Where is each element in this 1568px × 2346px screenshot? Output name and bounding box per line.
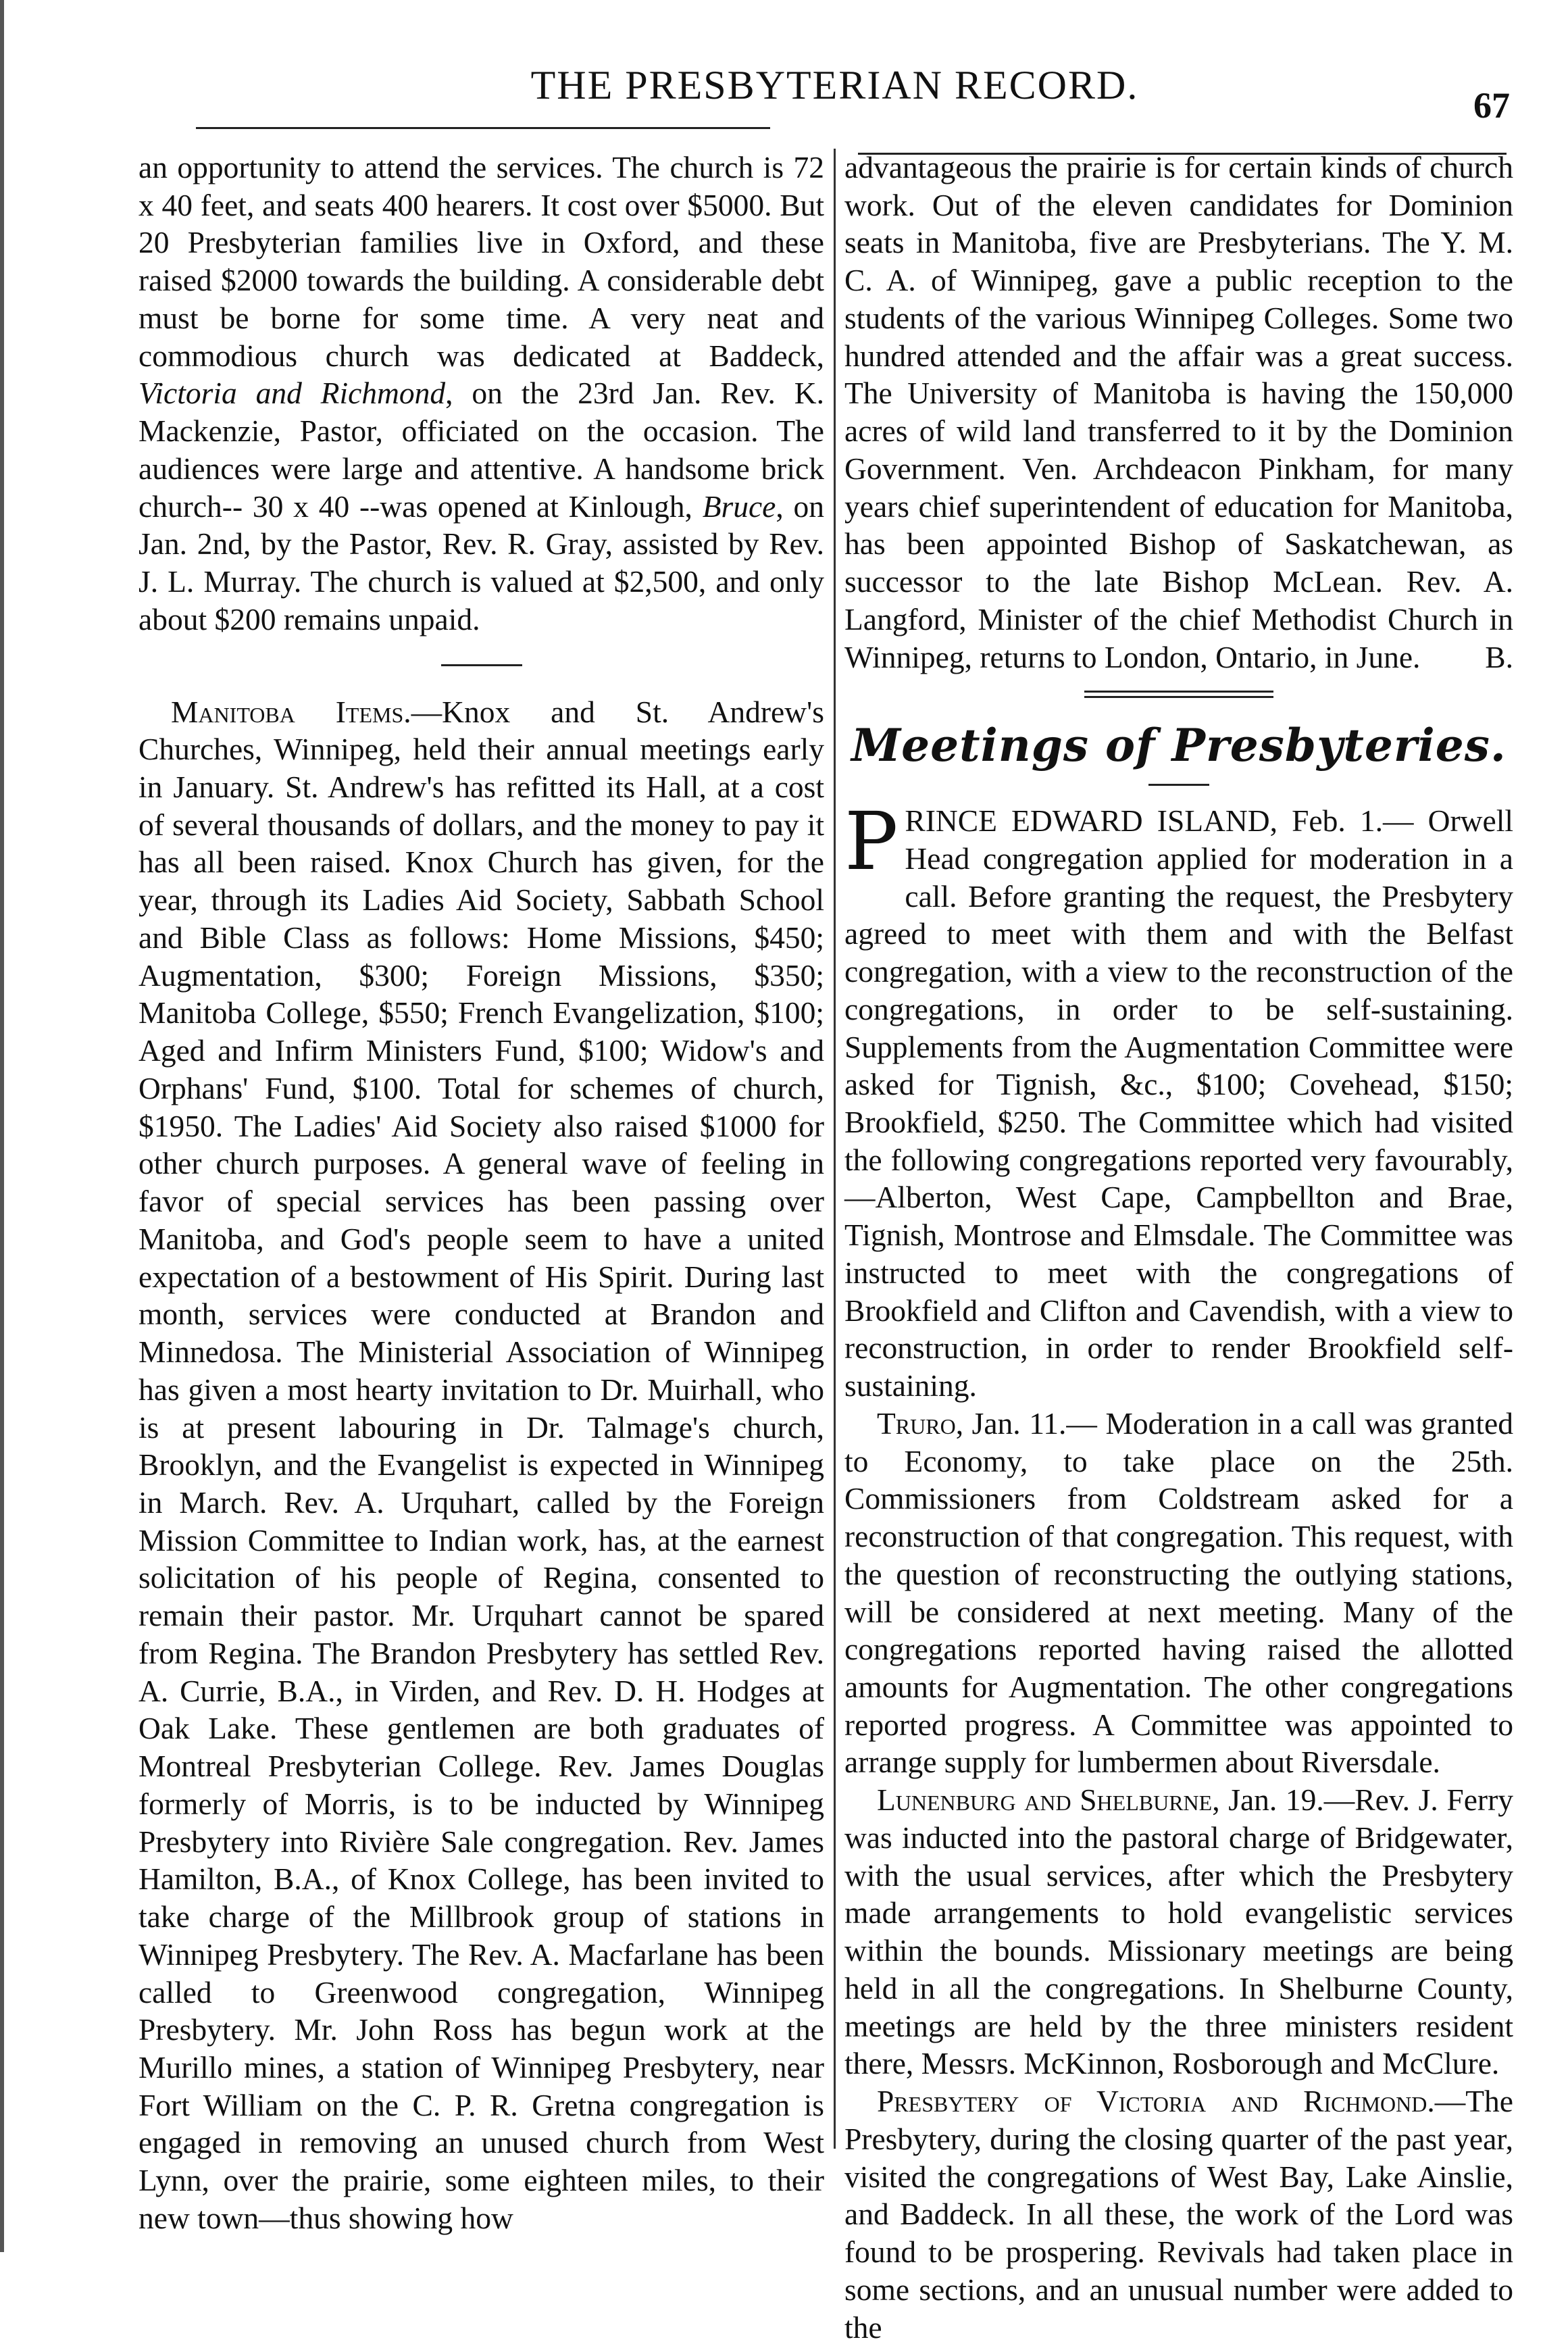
truro-heading: Truro, [877, 1405, 964, 1441]
section-title: Meetings of Presbyteries. [851, 719, 1507, 772]
paragraph-text: Orwell Head congregation applied for moderation in a call. Before granting the request, the Presbytery agreed to meet with them and with the Belfast congregation, with a view to the reconstruction of the congregations, in order to be self-sustaining. Supplements from the Augmentation Committee were asked for Tignish, &c., $100; Covehead, $150; Brookfield, $250. The Committee which had visited the following congregations reported very favourably,—Alberton, West Cape, Campbellton and Brae, Tignish, Montrose and Elmsdale. The Committee was instructed to meet with the congregations of Brookfield and Clifton and Cavendish, with a view to reconstruction, in order to render Brookfield self-sustaining. [844, 803, 1514, 1403]
lunenburg-heading: Lunenburg and Shelburne, [877, 1782, 1220, 1818]
paragraph-text: , on the 23rd Jan. Rev. K. Mackenzie, Pastor, officiated on the occasion. The audiences were large and attentive. A handsome brick church-- 30 x 40 --was opened at Kinlough, [138, 376, 824, 524]
victoria-richmond-paragraph [844, 2082, 1513, 2346]
header-rule-left [196, 127, 770, 129]
author-signature: B. [1485, 639, 1513, 674]
drop-cap: P [844, 795, 899, 889]
manitoba-continued-paragraph [844, 149, 1513, 676]
right-column [844, 149, 1513, 2346]
manitoba-items-heading: Manitoba Items. [171, 694, 411, 729]
lunenburg-paragraph [844, 1781, 1513, 2082]
page-number: 67 [1473, 85, 1510, 126]
paragraph-text: —Knox and St. Andrew's Churches, Winnipeg, held their annual meetings early in January. St. Andrew's has refitted its Hall, at a cost of several thousands of dollars, and the money to pay it has all been raised. Knox Church has given, for the year, through its Ladies Aid Society, Sabbath School and Bible Class as follows: Home Missions, $450; Augmentation, $300; Foreign Missions, $350; Manitoba College, $550; French Evangelization, $100; Aged and Infirm Ministers Fund, $100; Widow's and Orphans' Fund, $100. Total for schemes of church, $1950. The Ladies' Aid Society also raised $1000 for other church purposes. A general wave of feeling in favor of special services has been passing over Manitoba, and God's people seem to have a united expectation of a bestowment of His Spirit. During last month, services were conducted at Brandon and Minnedosa. The Ministerial Association of Winnipeg has given a most hearty invitation to Dr. Muirhall, who is at present labouring in Dr. Talmage's church, Brooklyn, and the Evangelist is expected in Winnipeg in March. Rev. A. Urquhart, called by the Foreign Mission Committee to Indian work, has, at the earnest solicitation of his people of Regina, consented to remain their pastor. Mr. Urquhart cannot be spared from Regina. The Brandon Presbytery has settled Rev. A. Currie, B.A., in Virden, and Rev. D. H. Hodges at Oak Lake. These gentlemen are both graduates of Montreal Presbyterian College. Rev. James Douglas formerly of Morris, is to be inducted by Winnipeg Presbytery into Rivière Sale congregation. Rev. James Hamilton, B.A., of Knox College, has been invited to take charge of the Millbrook group of stations in Winnipeg Presbytery. The Rev. A. Macfarlane has been called to Greenwood congregation, Winnipeg Presbytery. Mr. John Ross has begun work at the Murillo mines, a station of Winnipeg Presbytery, near Fort William on the C. P. R. Gretna congregation is engaged in removing an unused church from West Lynn, over the prairie, some eighteen miles, to their new town—thus showing how [138, 694, 824, 2235]
paragraph-text: advantageous the prairie is for certain kinds of church work. Out of the eleven candidates for Dominion seats in Manitoba, five are Presbyterians. The Y. M. C. A. of Winnipeg, gave a public reception to the students of the various Winnipeg Colleges. Some two hundred attended and the affair was a great success. The University of Manitoba is having the 150,000 acres of wild land transferred to it by the Dominion Government. Ven. Archdeacon Pinkham, for many years chief superintendent of education for Manitoba, has been appointed Bishop of Saskatchewan, as successor to the late Bishop McLean. Rev. A. Langford, Minister of the chief Methodist Church in Winnipeg, returns to London, Ontario, in June. [844, 150, 1513, 674]
section-separator-rule [441, 664, 522, 666]
paragraph-text: an opportunity to attend the services. The church is 72 x 40 feet, and seats 400 hearers. It cost over $5000. But 20 Presbyterian families live in Oxford, and these raised $2000 towards the building. A considerable debt must be borne for some time. A very neat and commodious church was dedicated at Baddeck, [138, 150, 824, 373]
manitoba-items-paragraph [138, 693, 824, 2237]
paragraph-text: Jan. 11.— Moderation in a call was granted to Economy, to take place on the 25th. Commissioners from Coldstream asked for a reconstruction of that congregation. This request, with the question of reconstructing the outlying stations, will be considered at next meeting. Many of the congregations reported having raised the allotted amounts for Augmentation. The other congregations reported progress. A Committee was appointed to arrange supply for lumbermen about Riversdale. [844, 1405, 1513, 1780]
paragraph-text: Jan. 19.—Rev. J. Ferry was inducted into the pastoral charge of Bridgewater, with the usual services, after which the Presbytery made arrangements to hold evangelistic services within the bounds. Missionary meetings are being held in all the congregations. In Shelburne County, meetings are held by the three ministers resident there, Messrs. McKinnon, Rosborough and McClure. [844, 1782, 1513, 2081]
truro-paragraph [844, 1405, 1513, 1781]
paragraph-text: , on Jan. 2nd, by the Pastor, Rev. R. Gray, assisted by Rev. J. L. Murray. The church is valued at $2,500, and only about $200 remains unpaid. [138, 489, 825, 637]
double-rule [1084, 691, 1273, 698]
binding-edge [0, 0, 4, 2252]
column-divider [834, 149, 836, 2149]
section-title-rule [1148, 784, 1209, 786]
pei-heading: RINCE EDWARD ISLAND, Feb. 1.— [905, 803, 1414, 839]
running-title: THE PRESBYTERIAN RECORD. [530, 63, 1139, 107]
place-name-italic: Bruce [702, 489, 776, 524]
pei-presbytery-paragraph [844, 795, 1514, 1405]
victoria-richmond-heading: Presbytery of Victoria and Richmond. [877, 2084, 1435, 2119]
left-column [138, 149, 824, 2237]
oxford-baddeck-paragraph [138, 149, 824, 639]
place-name-italic: Victoria and Richmond [138, 376, 446, 411]
paragraph-text: —The Presbytery, during the closing quarter of the past year, visited the congregations of West Bay, Lake Ainslie, and Baddeck. In all these, the work of the Lord was found to be prospering. Revivals had taken place in some sections, and an unusual number were added to the [844, 2084, 1513, 2345]
